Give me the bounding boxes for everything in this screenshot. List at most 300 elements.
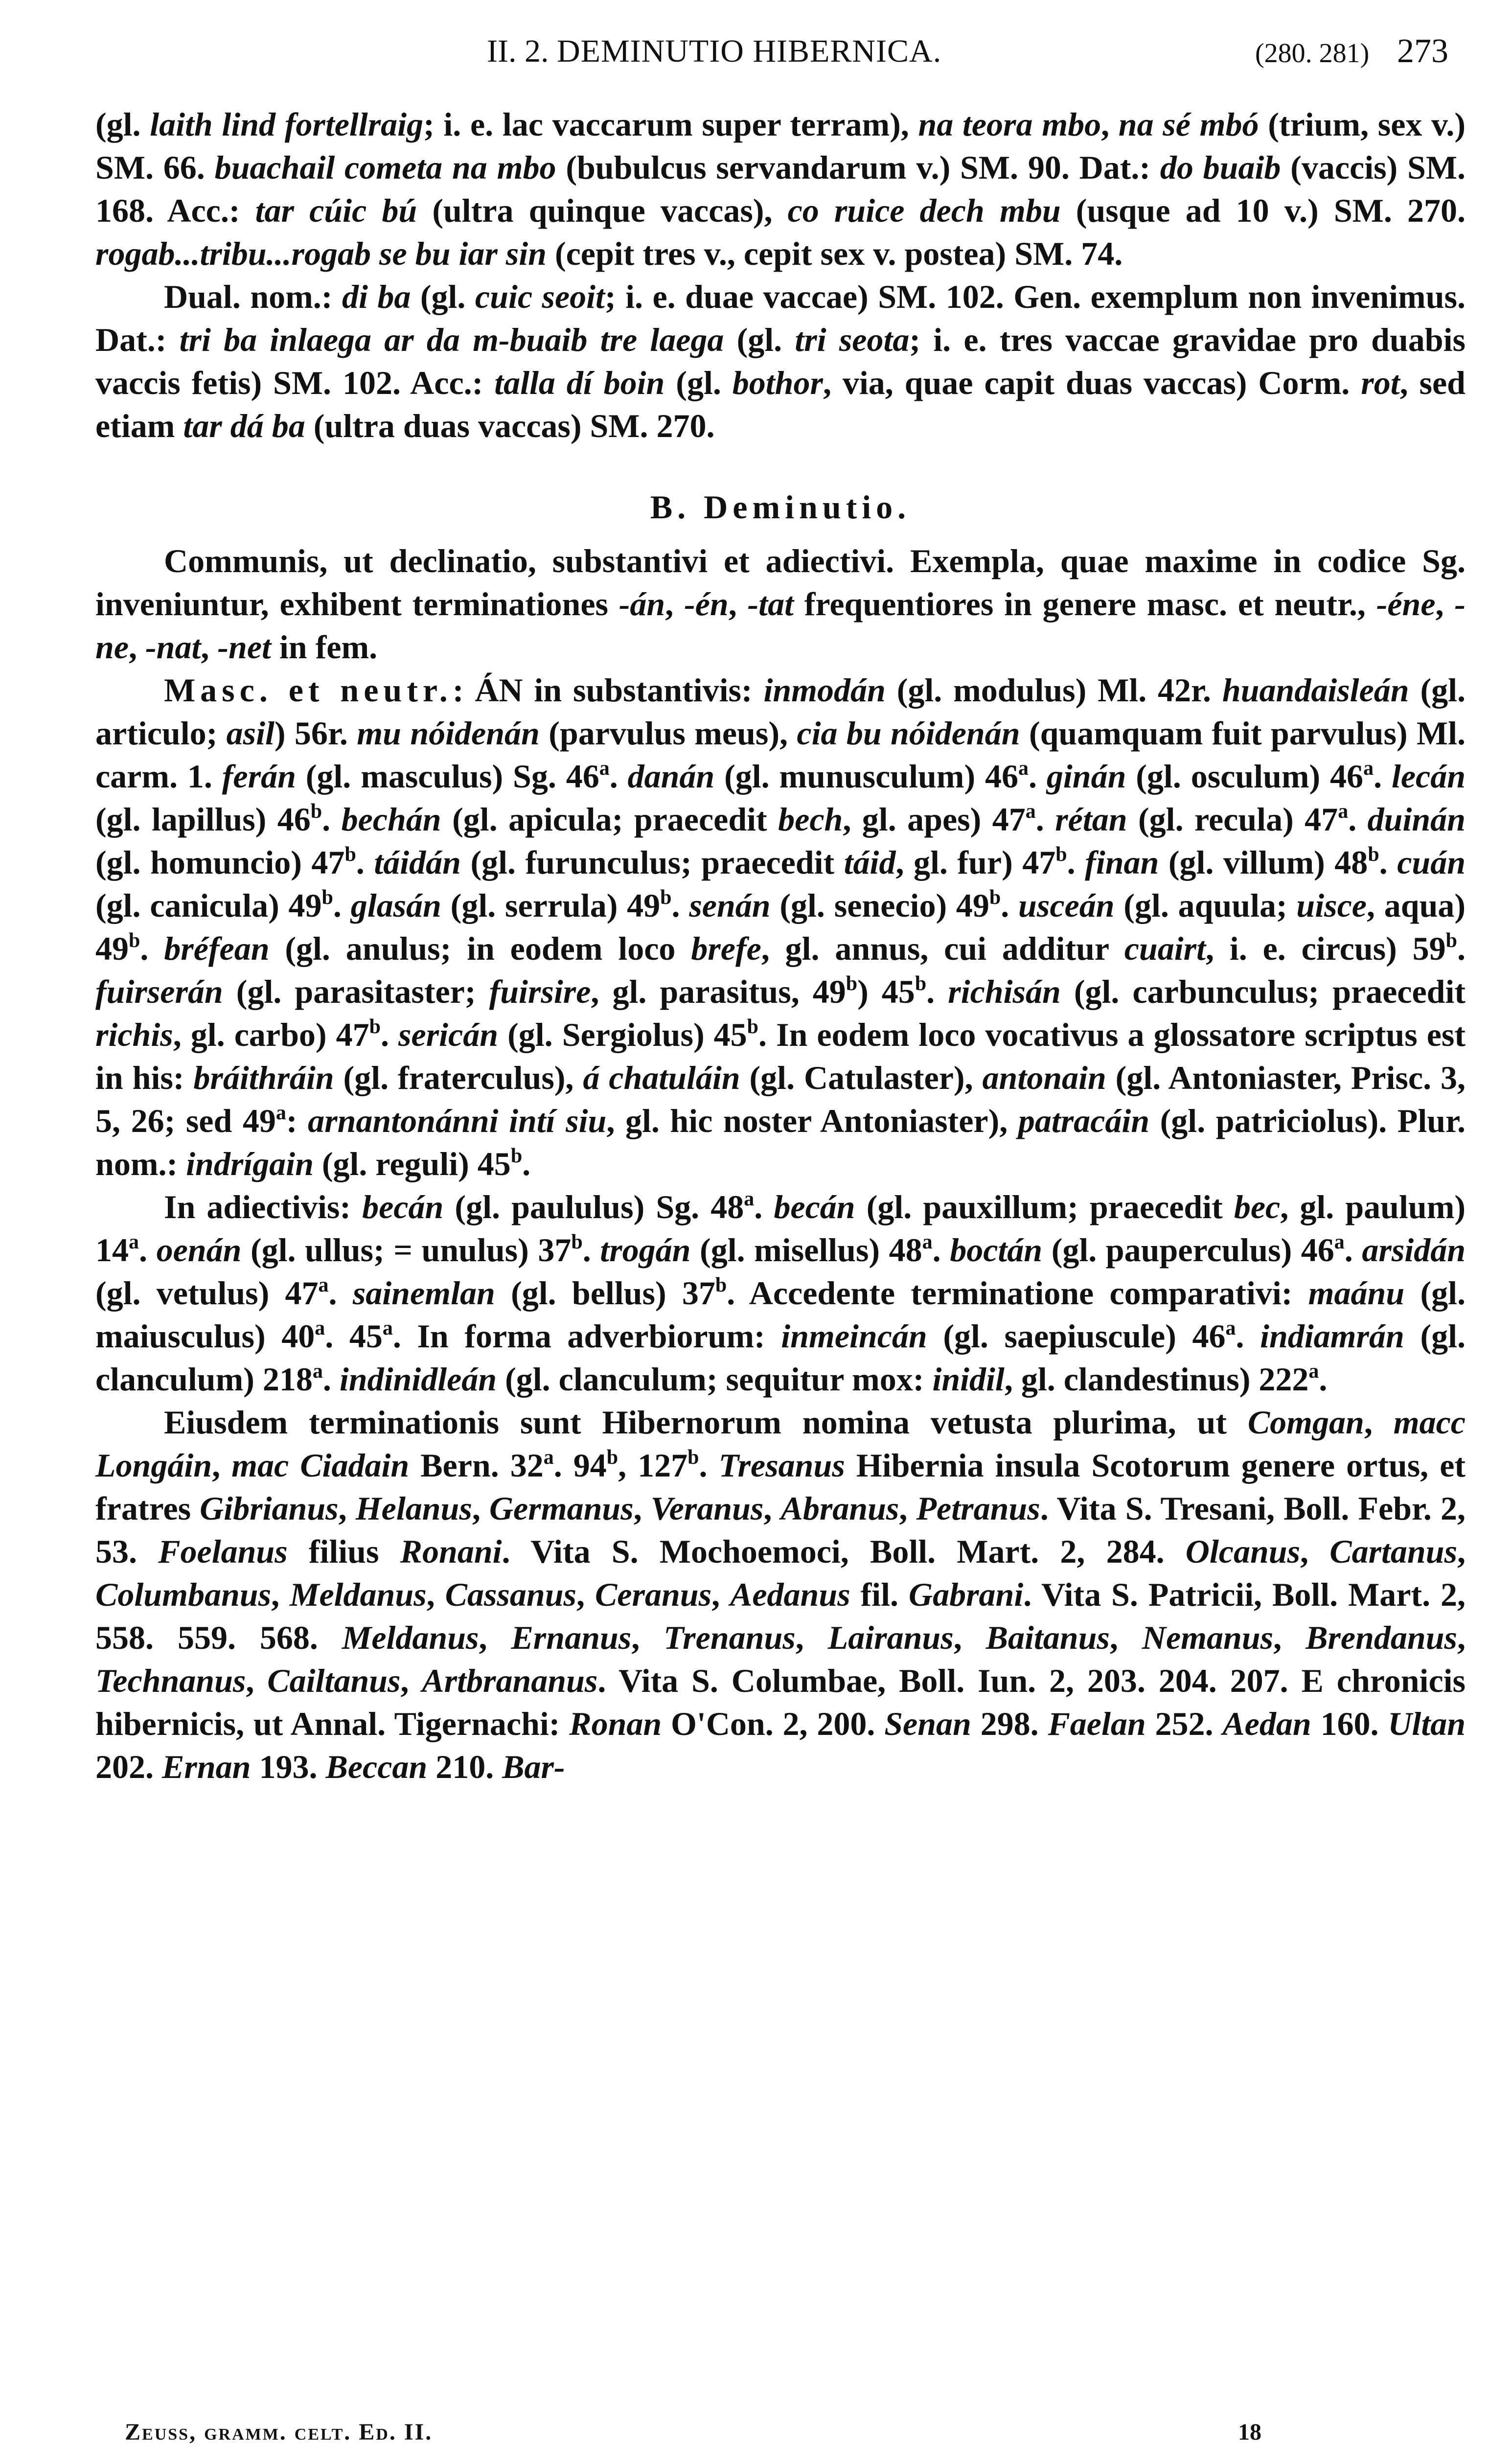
text-run: . (932, 1231, 950, 1269)
text-run: . (522, 1145, 531, 1182)
italic-term: Technanus (95, 1662, 246, 1699)
text-run: , (479, 1619, 511, 1656)
text-run: . Vita S. Patricii, Boll. Mart. 2, 558. 559. 568. (95, 1576, 1466, 1656)
italic-term: becán (774, 1188, 855, 1225)
italic-term: richis (95, 1016, 173, 1053)
italic-term: maánu (1308, 1274, 1405, 1312)
italic-term: Aedanus (730, 1576, 850, 1613)
folio-side-mark: b (687, 1446, 699, 1469)
text-run: (gl. paululus) Sg. 48 (443, 1188, 744, 1225)
italic-term: cuic seoit (475, 278, 605, 315)
italic-term: Faelan (1048, 1705, 1146, 1742)
italic-term: finan (1085, 844, 1159, 881)
footer-imprint: Zeuss, gramm. celt. Ed. II. (125, 2419, 433, 2445)
italic-term: indinidleán (339, 1361, 497, 1398)
italic-term: -án (619, 585, 665, 623)
text-run: , (728, 585, 748, 623)
italic-term: Bar- (502, 1748, 565, 1785)
text-run: (cepit tres v., cepit sex v. postea) SM. 74. (546, 235, 1123, 272)
italic-term: becán (362, 1188, 444, 1225)
text-run: . Vita S. Columbae, Boll. Iun. 2, 203. 204. 207. E chronicis hibernicis, ut Annal. Tigernachi: (95, 1662, 1466, 1742)
italic-term: Ronani (400, 1533, 502, 1570)
text-run: (gl. villum) 48 (1159, 844, 1368, 881)
italic-term: Nemanus (1142, 1619, 1274, 1656)
folio-side-mark: a (744, 1188, 755, 1210)
text-run: filius (287, 1533, 400, 1570)
italic-term: richisán (948, 973, 1061, 1010)
italic-term: rogab...tribu...rogab se bu iar sin (95, 235, 547, 272)
text-run: , via, quae capit duas vaccas) Corm. (823, 364, 1361, 401)
text-run: (gl. parasitaster; (223, 973, 489, 1010)
text-run: frequentiores in genere masc. et neutr., (793, 585, 1376, 623)
text-run: (gl. articulo; (95, 671, 1466, 752)
italic-term: do buaib (1160, 149, 1281, 186)
text-run: (gl. apicula; praecedit (441, 801, 779, 838)
italic-term: boctán (950, 1231, 1043, 1269)
text-run: . (328, 1274, 353, 1312)
text-run: (gl. recula) 47 (1127, 801, 1338, 838)
italic-term: Ceranus (595, 1576, 712, 1613)
italic-term: Ernan (162, 1748, 251, 1785)
text-run: (gl. bellus) 37 (495, 1274, 715, 1312)
folio-side-mark: a (543, 1446, 554, 1469)
paragraph-masc-neutr (95, 669, 1466, 1185)
italic-term: Foelanus (158, 1533, 288, 1570)
italic-term: indiamrán (1260, 1317, 1404, 1355)
folio-side-mark: b (1368, 843, 1379, 866)
text-run: . (380, 1016, 399, 1053)
folio-side-mark: b (344, 843, 356, 866)
italic-term: -tat (747, 585, 794, 623)
italic-term: cia bu nóidenán (797, 715, 1020, 752)
paragraph-adiectivis (95, 1185, 1466, 1401)
text-run: . (1457, 930, 1466, 967)
italic-term: senán (689, 887, 771, 924)
text-run: , (129, 628, 145, 666)
text-run: , gl. clandestinus) 222 (1004, 1361, 1309, 1398)
text-run: Dual. nom.: (164, 278, 342, 315)
folio-side-mark: b (1055, 843, 1067, 866)
text-run: . Accedente terminatione comparativi: (727, 1274, 1308, 1312)
italic-term: Veranus (650, 1490, 764, 1527)
italic-term: Senan (884, 1705, 971, 1742)
italic-term: bráithráin (193, 1059, 334, 1096)
text-run: . (1028, 758, 1047, 795)
text-run: (gl. Antoniaster, Prisc. 3, 5, 26; sed 49 (95, 1059, 1466, 1139)
text-run: (gl. (411, 278, 475, 315)
text-run: (gl. furunculus; praecedit (460, 844, 844, 881)
folio-side-mark: b (510, 1145, 523, 1167)
text-run: . In eodem loco vocativus a glossatore scriptus est in his: (95, 1016, 1466, 1096)
text-run: , gl. fur) 47 (895, 844, 1056, 881)
text-run: (gl. Catulaster), (740, 1059, 983, 1096)
folio-side-mark: a (129, 1231, 139, 1253)
text-run: (gl. clanculum; sequitur mox: (497, 1361, 933, 1398)
italic-term: tar dá ba (183, 407, 305, 444)
text-run: (usque ad 10 v.) SM. 270. (1060, 192, 1466, 229)
folio-side-mark: a (315, 1317, 325, 1339)
text-run: . (754, 1188, 774, 1225)
text-run: Eiusdem terminationis sunt Hibernorum nomina vetusta plurima, ut (164, 1404, 1248, 1441)
italic-term: uisce (1296, 887, 1367, 924)
folio-side-mark: b (369, 1016, 381, 1038)
italic-term: bec (1234, 1188, 1281, 1225)
text-run: , (1109, 1619, 1142, 1656)
italic-term: oenán (156, 1231, 242, 1269)
text-run: , (1435, 585, 1455, 623)
folio-side-mark: b (660, 886, 672, 909)
italic-term: cuán (1397, 844, 1466, 881)
italic-term: rétan (1055, 801, 1127, 838)
text-run: ) 56r. (274, 715, 357, 752)
text-run: O'Con. 2, 200. (662, 1705, 885, 1742)
folio-side-mark: b (129, 929, 140, 952)
italic-term: -net (217, 628, 271, 666)
text-run: (gl. clanculum) 218 (95, 1317, 1466, 1398)
text-run: (bubulcus servandarum v.) SM. 90. Dat.: (556, 149, 1160, 186)
italic-term: Comgan (1247, 1404, 1364, 1441)
text-run: , gl. apes) 47 (843, 801, 1026, 838)
italic-term: tri seota (795, 321, 910, 358)
folio-side-mark: b (571, 1231, 583, 1253)
text-run: . (1035, 801, 1055, 838)
text-run: In adiectivis: (164, 1188, 363, 1225)
section-heading: B. Deminutio. (650, 488, 911, 526)
text-run: . (1319, 1361, 1328, 1398)
folio-side-mark: b (606, 1446, 619, 1469)
text-run: (gl. senecio) 49 (770, 887, 989, 924)
text-run: . Vita S. Mochoemoci, Boll. Mart. 2, 284. (502, 1533, 1186, 1570)
text-run: ; i. e. lac vaccarum super terram), (423, 106, 918, 143)
italic-term: Tresanus (718, 1447, 845, 1484)
italic-term: Ernanus (511, 1619, 632, 1656)
italic-term: arsidán (1362, 1231, 1466, 1269)
italic-term: Brendanus (1306, 1619, 1457, 1656)
text-run: 202. (95, 1748, 162, 1785)
italic-term: Trenanus (664, 1619, 796, 1656)
text-run: . Vita S. Tresani, Boll. Febr. 2, 53. (95, 1490, 1466, 1570)
folio-side-mark: a (318, 1274, 329, 1296)
folio-side-mark: a (1225, 1317, 1236, 1339)
text-run: (gl. modulus) Ml. 42r. (885, 671, 1222, 709)
folio-side-mark: b (310, 800, 322, 823)
italic-term: arnantonánni intí siu (308, 1102, 607, 1139)
text-run: (gl. (95, 106, 150, 143)
text-run: Bern. 32 (409, 1447, 544, 1484)
text-run: , (576, 1576, 595, 1613)
italic-term: Olcanus (1185, 1533, 1301, 1570)
italic-term: Germanus (489, 1490, 634, 1527)
italic-term: Columbanus (95, 1576, 272, 1613)
text-run: . (333, 887, 351, 924)
running-head-title (487, 24, 941, 78)
column-numbers: (280. 281) (1255, 38, 1370, 69)
text-run: 210. (427, 1748, 503, 1785)
folio-side-mark: b (846, 972, 858, 995)
text-run: (gl. ullus; = unulus) 37 (241, 1231, 572, 1269)
text-run: (vaccis) SM. 168. Acc.: (95, 149, 1466, 229)
running-head (95, 24, 1466, 78)
page-footer (95, 2413, 1466, 2447)
italic-term: lecán (1391, 758, 1466, 795)
italic-term: -éne (1376, 585, 1436, 623)
folio-side-mark: a (1338, 800, 1349, 823)
folio-side-mark: a (1308, 1360, 1319, 1383)
text-run: , 127 (618, 1447, 688, 1484)
page-number: 273 (1397, 32, 1448, 70)
text-run: , gl. carbo) 47 (173, 1016, 369, 1053)
paragraph-deminutio-intro (95, 539, 1466, 669)
section-title: DEMINUTIO HIBERNICA. (556, 33, 942, 69)
book-section: II. 2. (487, 33, 549, 69)
text-run: . (582, 1231, 600, 1269)
text-run: (gl. pauperculus) 46 (1042, 1231, 1334, 1269)
text-run: in fem. (271, 628, 378, 666)
italic-term: inidil (932, 1361, 1005, 1398)
folio-side-mark: a (1025, 800, 1036, 823)
text-run: (gl. maiusculus) 40 (95, 1274, 1466, 1355)
italic-term: talla dí boin (494, 364, 665, 401)
text-run: , gl. hic noster Antoniaster), (606, 1102, 1018, 1139)
italic-term: tar cúic bú (255, 192, 417, 229)
italic-term: sericán (398, 1016, 499, 1053)
italic-term: cuairt (1124, 930, 1206, 967)
text-run: , (1364, 1404, 1394, 1441)
text-run: , (1101, 106, 1119, 143)
italic-term: bréfean (164, 930, 270, 967)
text-run: . (1344, 1231, 1362, 1269)
italic-term: Gibrianus (200, 1490, 339, 1527)
folio-side-mark: b (715, 1274, 727, 1296)
text-run: , (763, 1490, 781, 1527)
italic-term: Cartanus (1329, 1533, 1458, 1570)
italic-term: Ronan (569, 1705, 662, 1742)
italic-term: danán (627, 758, 715, 795)
italic-term: rot (1361, 364, 1400, 401)
text-run: . (1001, 887, 1019, 924)
signature-mark: 18 (1238, 2419, 1261, 2445)
spaced-label: Masc. et neutr. (164, 671, 453, 709)
text-run: , (631, 1619, 664, 1656)
text-run: Communis, ut declinatio, substantivi et adiectivi. Exempla, quae maxime in codice Sg. inveniuntur, exhibent terminationes (95, 542, 1466, 623)
text-run: (gl. carbunculus; praecedit (1060, 973, 1466, 1010)
text-run: . (140, 930, 164, 967)
italic-term: patracáin (1018, 1102, 1150, 1139)
text-run: (gl. Sergiolus) 45 (498, 1016, 747, 1053)
folio-side-mark: b (989, 886, 1001, 909)
italic-term: laith lind fortellraig (150, 106, 424, 143)
text-run: (gl. lapillus) 46 (95, 801, 311, 838)
folio-side-mark: a (312, 1360, 323, 1383)
italic-term: mac Ciadain (231, 1447, 410, 1484)
italic-term: inmodán (763, 671, 886, 709)
folio-side-mark: b (747, 1016, 759, 1038)
text-run: , (795, 1619, 828, 1656)
text-run: (gl. (664, 364, 733, 401)
text-run: , gl. parasitus, 49 (591, 973, 846, 1010)
folio-side-mark: a (1334, 1231, 1345, 1253)
text-run: (gl. homuncio) 47 (95, 844, 345, 881)
paragraph-vacca-plural (95, 103, 1466, 275)
italic-term: Abranus (780, 1490, 899, 1527)
text-run: (gl. (724, 321, 795, 358)
italic-term: Cassanus (445, 1576, 576, 1613)
italic-term: usceán (1018, 887, 1115, 924)
text-run: . (671, 887, 689, 924)
italic-term: bechán (341, 801, 441, 838)
text-run: . In forma adverbiorum: (392, 1317, 781, 1355)
folio-side-mark: a (1018, 757, 1029, 780)
italic-term: Aedan (1222, 1705, 1311, 1742)
text-run: . (322, 1361, 340, 1398)
italic-term: bothor (732, 364, 823, 401)
folio-side-mark: a (922, 1231, 933, 1253)
text-run: (gl. vetulus) 47 (95, 1274, 319, 1312)
italic-term: brefe (691, 930, 761, 967)
italic-term: fuirsire (489, 973, 591, 1010)
folio-side-mark: a (382, 1317, 393, 1339)
text-run: , (633, 1490, 651, 1527)
text-run: Hibernia insula Scotorum genere ortus, et fratres (95, 1447, 1466, 1527)
italic-term: ferán (222, 758, 296, 795)
text-run: . (1348, 801, 1368, 838)
folio-side-mark: b (1445, 929, 1457, 952)
text-run: , (665, 585, 685, 623)
italic-term: Meldanus (342, 1619, 479, 1656)
text-run: , aqua) 49 (95, 887, 1466, 967)
text-run: . (699, 1447, 719, 1484)
text-run: . (1067, 844, 1085, 881)
text-run: (parvulus meus), (539, 715, 797, 752)
italic-term: bech (778, 801, 843, 838)
italic-term: di ba (342, 278, 411, 315)
italic-term: co ruice dech mbu (787, 192, 1061, 229)
folio-side-mark: a (599, 757, 610, 780)
text-run: (ultra duas vaccas) SM. 270. (305, 407, 715, 444)
text-run: (gl. reguli) 45 (313, 1145, 511, 1182)
text-run: , (1457, 1533, 1466, 1570)
italic-term: Cailtanus (267, 1662, 401, 1699)
italic-term: na sé mbó (1118, 106, 1259, 143)
text-run: , (1457, 1619, 1466, 1656)
text-run: (gl. patriciolus). Plur. nom.: (95, 1102, 1466, 1182)
text-run: . 45 (325, 1317, 383, 1355)
text-run: ; i. e. duae vaccae) SM. 102. Gen. exemplum non invenimus. Dat.: (95, 278, 1466, 358)
italic-term: Meldanus (290, 1576, 427, 1613)
text-run: . (926, 973, 948, 1010)
text-run: (gl. canicula) 49 (95, 887, 322, 924)
text-run: (gl. fraterculus), (334, 1059, 583, 1096)
text-run: : ÁN in substantivis: (452, 671, 764, 709)
text-run: (gl. munusculum) 46 (714, 758, 1018, 795)
text-run: . (322, 801, 342, 838)
italic-term: sainemlan (352, 1274, 495, 1312)
text-run: (ultra quinque vaccas), (417, 192, 788, 229)
text-run: (gl. saepiuscule) 46 (927, 1317, 1226, 1355)
folio-side-mark: a (275, 1102, 286, 1124)
text-run: 193. (251, 1748, 326, 1785)
text-run: . (356, 844, 374, 881)
text-run: (gl. aquula; (1114, 887, 1297, 924)
paragraph-nomina-vetusta (95, 1401, 1466, 1788)
italic-term: huandaisleán (1222, 671, 1409, 709)
italic-term: duinán (1367, 801, 1466, 838)
italic-term: Artbrananus (422, 1662, 598, 1699)
text-run: , gl. annus, cui additur (761, 930, 1124, 967)
text-run: ) 45 (857, 973, 915, 1010)
italic-term: Lairanus (827, 1619, 954, 1656)
text-run: , sed etiam (95, 364, 1466, 444)
text-run: . (139, 1231, 157, 1269)
text-run: , (246, 1662, 268, 1699)
italic-term: buachail cometa na mbo (214, 149, 556, 186)
italic-term: á chatuláin (583, 1059, 740, 1096)
italic-term: -ne (95, 585, 1466, 666)
text-run: (gl. osculum) 46 (1126, 758, 1364, 795)
text-run: . 94 (553, 1447, 607, 1484)
text-run: . (1374, 758, 1392, 795)
text-run: 298. (971, 1705, 1048, 1742)
text-run: , (1273, 1619, 1306, 1656)
italic-term: inmeincán (781, 1317, 927, 1355)
text-run: , (472, 1490, 489, 1527)
text-run: , (201, 628, 218, 666)
italic-term: Beccan (325, 1748, 428, 1785)
text-run: . (1379, 844, 1397, 881)
folio-side-mark: b (321, 886, 333, 909)
text-run: . (1236, 1317, 1260, 1355)
text-run: (gl. anulus; in eodem loco (269, 930, 691, 967)
italic-term: antonain (982, 1059, 1106, 1096)
italic-term: Baitanus (985, 1619, 1110, 1656)
italic-term: na teora mbo (918, 106, 1101, 143)
text-run: , gl. paulum) 14 (95, 1188, 1466, 1269)
text-run: (gl. misellus) 48 (690, 1231, 922, 1269)
text-run: , (426, 1576, 445, 1613)
italic-term: trogán (600, 1231, 691, 1269)
text-run: fil. (850, 1576, 909, 1613)
text-run: , (899, 1490, 916, 1527)
italic-term: ginán (1046, 758, 1126, 795)
text-run: , (1300, 1533, 1330, 1570)
text-run: (trium, sex v.) SM. 66. (95, 106, 1466, 186)
italic-term: Helanus (355, 1490, 472, 1527)
italic-term: -én (684, 585, 729, 623)
text-run: , (271, 1576, 290, 1613)
paragraph-vacca-dual (95, 275, 1466, 447)
italic-term: tri ba inlaega ar da m-buaib tre laega (179, 321, 724, 358)
text-run: , (400, 1662, 422, 1699)
text-run: (gl. masculus) Sg. 46 (296, 758, 599, 795)
italic-term: asil (226, 715, 275, 752)
italic-term: Ultan (1388, 1705, 1466, 1742)
text-run: , (953, 1619, 986, 1656)
text-run: 160. (1311, 1705, 1388, 1742)
italic-term: Petranus (916, 1490, 1040, 1527)
text-run: (gl. pauxillum; praecedit (855, 1188, 1234, 1225)
italic-term: mu nóidenán (357, 715, 540, 752)
text-run: . (609, 758, 628, 795)
text-run: ; i. e. tres vaccae gravidae pro duabis vaccis fetis) SM. 102. Acc.: (95, 321, 1466, 401)
text-run: 252. (1145, 1705, 1223, 1742)
text-run: (quamquam fuit parvulus) Ml. carm. 1. (95, 715, 1466, 795)
italic-term: Gabrani (908, 1576, 1024, 1613)
italic-term: táidán (374, 844, 461, 881)
italic-term: táid (844, 844, 896, 881)
body-text (95, 103, 1466, 1788)
text-run: , (212, 1447, 232, 1484)
italic-term: indrígain (186, 1145, 314, 1182)
